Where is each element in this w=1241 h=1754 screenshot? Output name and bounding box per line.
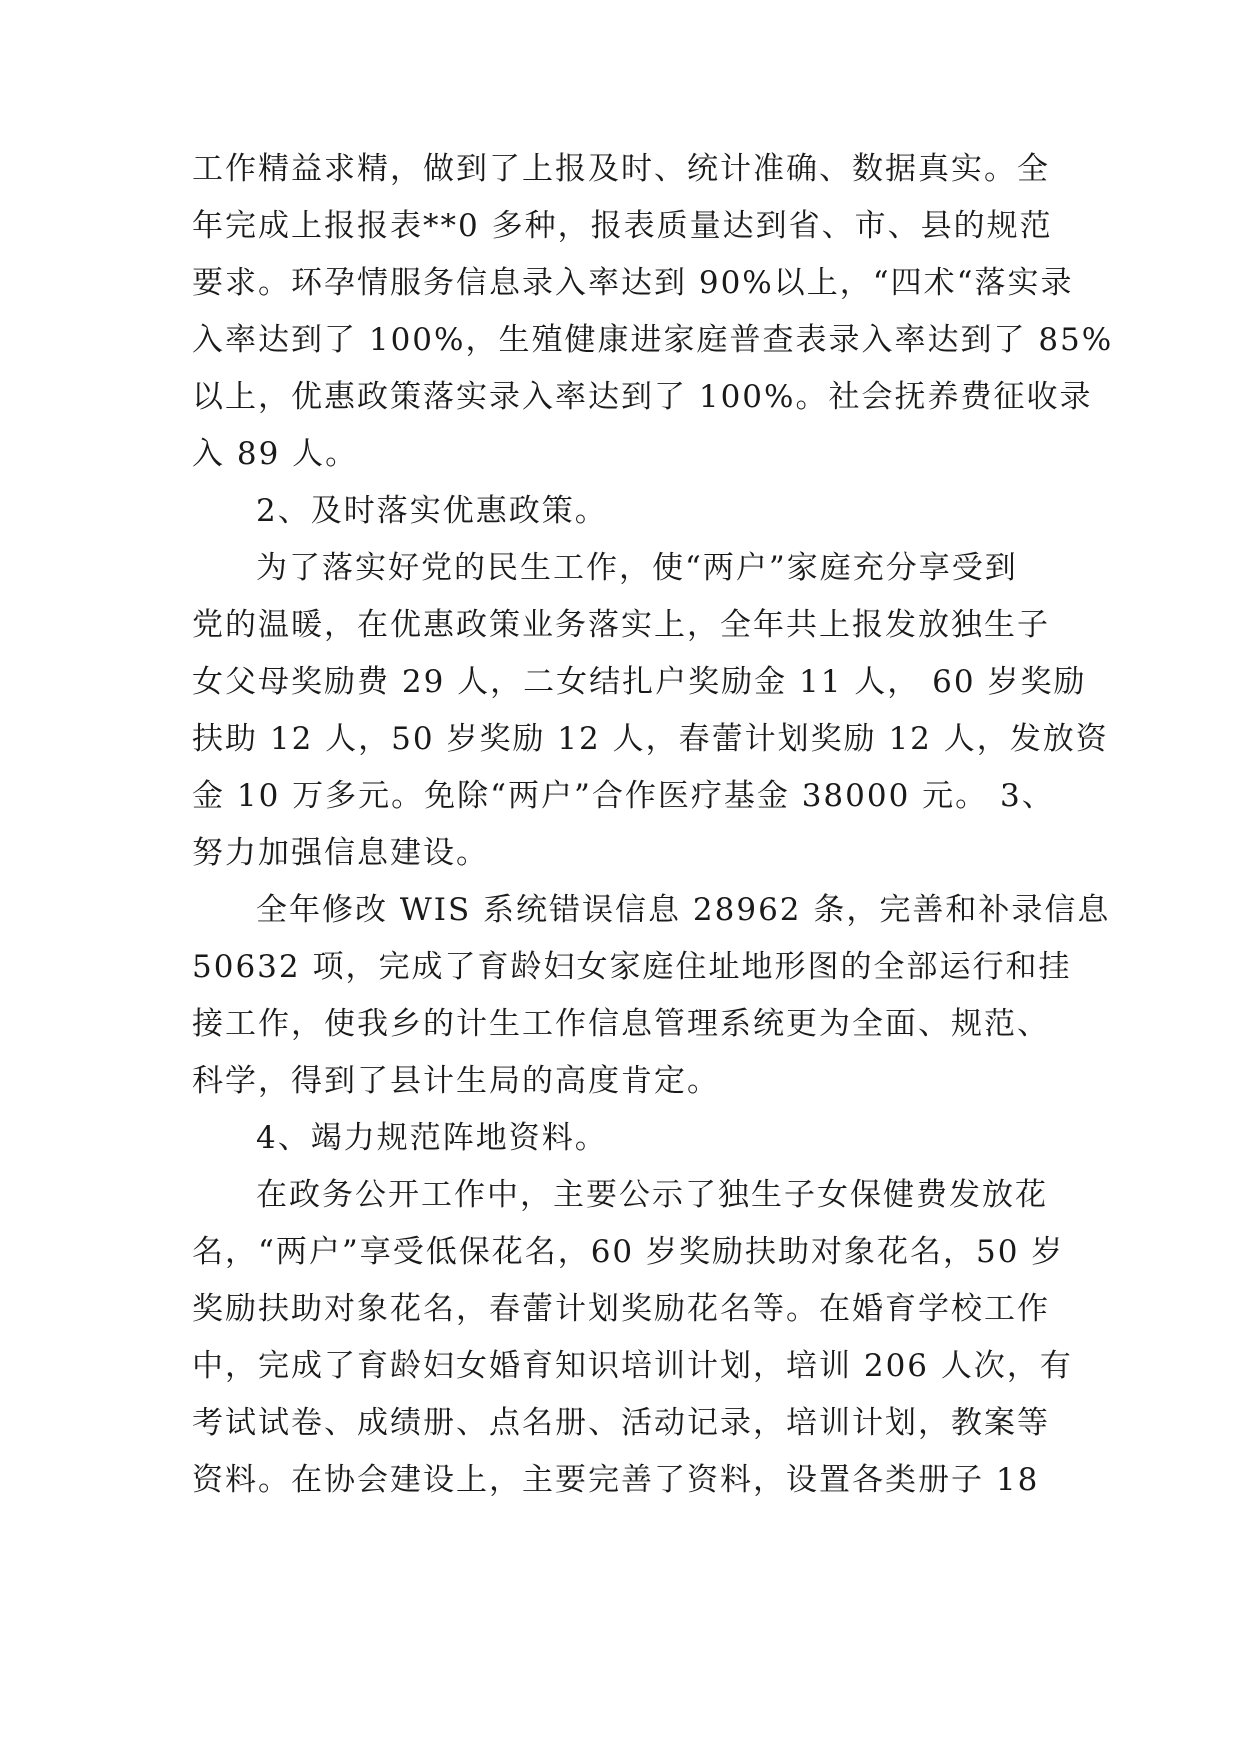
text-line: 接工作，使我乡的计生工作信息管理系统更为全面、规范、 bbox=[192, 1006, 1050, 1042]
text-line: 女父母奖励费 29 人，二女结扎户奖励金 11 人， 60 岁奖励 bbox=[192, 664, 1087, 700]
text-line: 奖励扶助对象花名，春蕾计划奖励花名等。在婚育学校工作 bbox=[192, 1291, 1050, 1327]
text-line: 名，“两户”享受低保花名，60 岁奖励扶助对象花名，50 岁 bbox=[192, 1234, 1065, 1270]
text-line: 以上，优惠政策落实录入率达到了 100%。社会抚养费征收录 bbox=[192, 379, 1093, 415]
text-line: 全年修改 WIS 系统错误信息 28962 条，完善和补录信息 bbox=[256, 892, 1111, 928]
text-line: 入 89 人。 bbox=[192, 436, 359, 472]
text-line: 中，完成了育龄妇女婚育知识培训计划，培训 206 人次，有 bbox=[192, 1348, 1073, 1384]
text-line: 为了落实好党的民生工作，使“两户”家庭充分享受到 bbox=[256, 550, 1018, 586]
text-line: 工作精益求精，做到了上报及时、统计准确、数据真实。全 bbox=[192, 151, 1050, 187]
text-line: 在政务公开工作中，主要公示了独生子女保健费发放花 bbox=[256, 1177, 1048, 1213]
text-line: 年完成上报报表**0 多种，报表质量达到省、市、县的规范 bbox=[192, 208, 1053, 244]
text-line: 科学，得到了县计生局的高度肯定。 bbox=[192, 1063, 720, 1099]
text-line: 入率达到了 100%，生殖健康进家庭普查表录入率达到了 85% bbox=[192, 322, 1114, 358]
text-line: 努力加强信息建设。 bbox=[192, 835, 489, 871]
text-line: 金 10 万多元。免除“两户”合作医疗基金 38000 元。 3、 bbox=[192, 778, 1055, 814]
text-line: 要求。环孕情服务信息录入率达到 90%以上，“四术“落实录 bbox=[192, 265, 1074, 301]
text-line: 党的温暖，在优惠政策业务落实上，全年共上报发放独生子 bbox=[192, 607, 1050, 643]
text-line: 考试试卷、成绩册、点名册、活动记录，培训计划，教案等 bbox=[192, 1405, 1050, 1441]
section-heading: 4、竭力规范阵地资料。 bbox=[256, 1120, 608, 1156]
text-line: 资料。在协会建设上，主要完善了资料，设置各类册子 18 bbox=[192, 1462, 1040, 1498]
text-line: 50632 项，完成了育龄妇女家庭住址地形图的全部运行和挂 bbox=[192, 949, 1072, 985]
section-heading: 2、及时落实优惠政策。 bbox=[256, 493, 608, 529]
text-line: 扶助 12 人，50 岁奖励 12 人，春蕾计划奖励 12 人，发放资 bbox=[192, 721, 1109, 757]
